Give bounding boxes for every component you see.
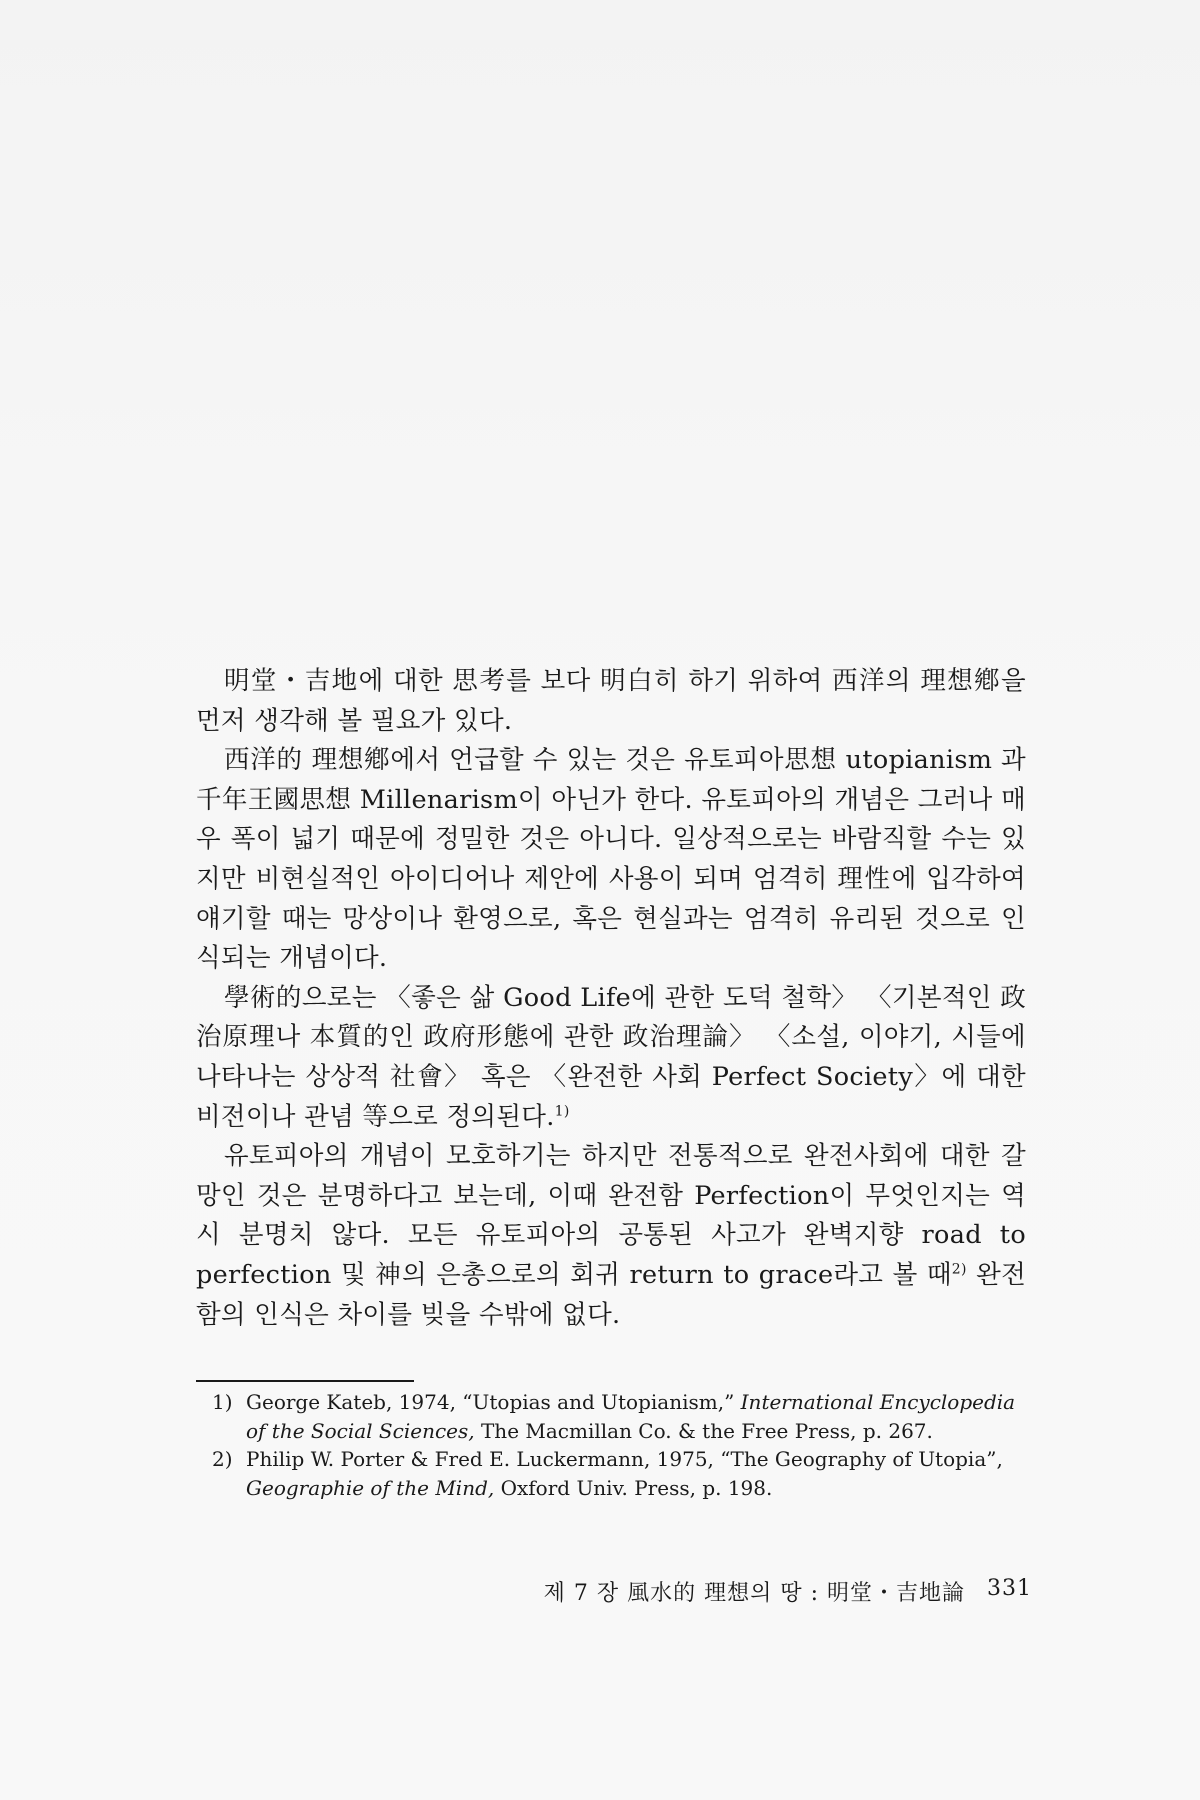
paragraph-4-text-b: 완전함의 인식은 차이를 빚을 수밖에 없다. [196, 1259, 1026, 1330]
running-footer [544, 1576, 1032, 1607]
footnote-2-publisher: Oxford Univ. Press, p. 198. [494, 1475, 773, 1500]
footnote-2 [212, 1445, 1026, 1502]
footnote-ref-1: 1) [554, 1103, 570, 1120]
footnote-2-citation: Philip W. Porter & Fred E. Luckermann, 1975, “The Geography of Utopia”, [246, 1447, 1003, 1471]
footnote-divider [196, 1380, 414, 1382]
footnotes [212, 1388, 1026, 1502]
paragraph-1 [196, 662, 1026, 741]
paragraph-4 [196, 1137, 1026, 1335]
footnote-1-citation: George Kateb, 1974, “Utopias and Utopianism,” [246, 1390, 741, 1414]
paragraph-2 [196, 741, 1026, 979]
paragraph-1-text: 明堂・吉地에 대한 思考를 보다 明白히 하기 위하여 西洋의 理想鄕을 먼저 생각해 볼 필요가 있다. [196, 666, 1026, 736]
paragraph-2-text: 西洋的 理想鄕에서 언급할 수 있는 것은 유토피아思想 utopianism 과 千年王國思想 Millenarism이 아닌가 한다. 유토피아의 개념은 그러나 매우 폭이 넓기 때문에 정밀한 것은 아니다. 일상적으로는 바람직할 수는 있지만 비현실적인 아이디어나 제안에 사용이 되며 엄격히 理性에 입각하여 얘기할 때는 망상이나 환영으로, 혹은 현실과는 엄격히 유리된 것으로 인식되는 개념이다. [196, 745, 1026, 974]
paragraph-4-text-a: 유토피아의 개념이 모호하기는 하지만 전통적으로 완전사회에 대한 갈망인 것은 분명하다고 보는데, 이때 완전함 Perfection이 무엇인지는 역시 분명치 않다. 모든 유토피아의 공통된 사고가 완벽지향 road to perfection 및 神의 은총으로의 회귀 return to grace라고 볼 때 [196, 1141, 1026, 1290]
footnote-1-publisher: The Macmillan Co. & the Free Press, p. 267. [474, 1418, 933, 1443]
footnote-1 [212, 1388, 1026, 1445]
footnote-1-body [246, 1388, 1026, 1445]
page-number: 331 [987, 1576, 1032, 1601]
footnote-2-body [246, 1445, 1026, 1502]
footnote-1-source-title: International Encyclopedia of the Social Sciences, [246, 1390, 1016, 1443]
footnote-ref-2: 2) [951, 1261, 967, 1278]
footnote-1-number: 1) [212, 1390, 233, 1414]
paragraph-3 [196, 979, 1026, 1137]
body-text [196, 662, 1026, 1335]
footnote-2-number: 2) [212, 1447, 233, 1471]
paragraph-3-text: 學術的으로는 〈좋은 삶 Good Life에 관한 도덕 철학〉 〈기본적인 政治原理나 本質的인 政府形態에 관한 政治理論〉 〈소설, 이야기, 시들에 나타나는 상상적 社會〉 혹은 〈완전한 사회 Perfect Society〉에 대한 비전이나 관념 等으로 정의된다. [196, 982, 1026, 1132]
chapter-title: 제 7 장 風水的 理想의 땅 : 明堂・吉地論 [543, 1581, 965, 1606]
footnote-2-source-title: Geographie of the Mind, [246, 1475, 495, 1500]
